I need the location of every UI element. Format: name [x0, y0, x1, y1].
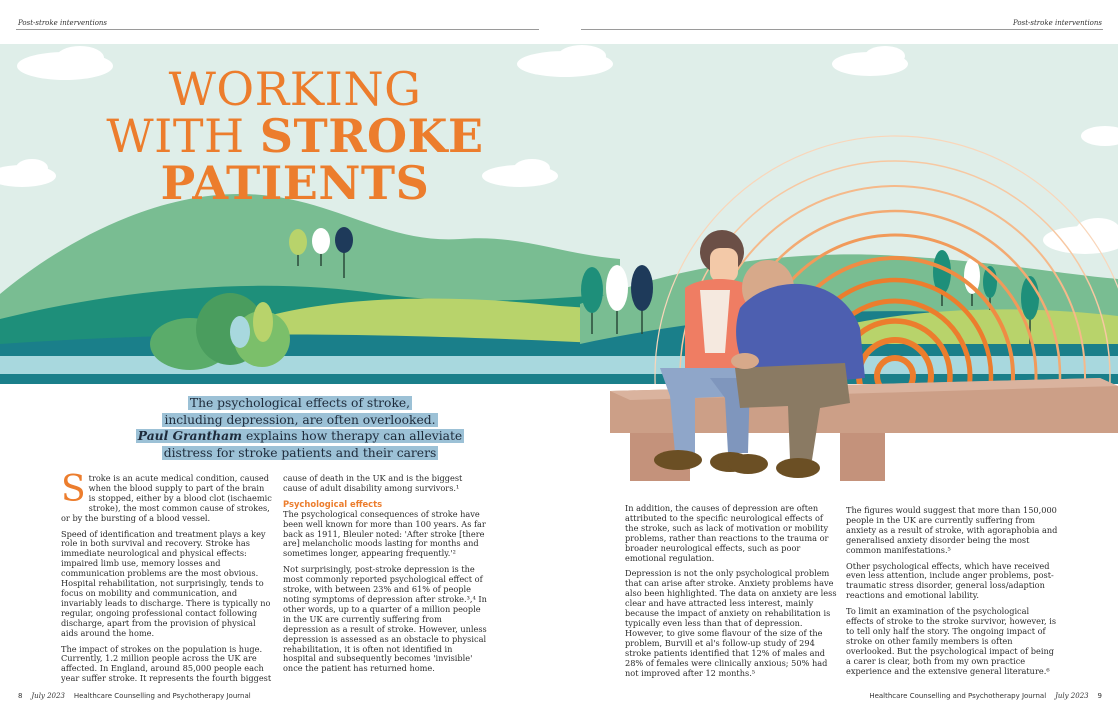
- right-header-rule: [581, 29, 1103, 30]
- col2-paragraph-3: Not surprisingly, post-stroke depression is the most commonly reported psychological effect of stroke, with between 23% and 61% of people noting symptoms of depression after stroke.³,⁴ In other words, up to a quarter of a million people in the UK are currently suffering from depression as a result of stroke. However, unless depression is assessed as an obstacle to physical rehabilitation, it is often not identified in hospital and subsequently becomes 'invisible' once the patient has returned home.: [283, 564, 487, 674]
- col1-paragraph-3: The impact of strokes on the population is huge. Currently, 1.2 million people across the UK are affected. In England, around 85,000 people each year suffer stroke. It represents the fourth biggest: [61, 643, 272, 684]
- body-column-2: [283, 474, 488, 680]
- left-footer: [18, 692, 251, 700]
- title-line-2-light: WITH: [106, 109, 260, 163]
- subhead-psychological-effects: Psychological effects: [283, 498, 383, 509]
- left-running-head: Post-stroke interventions: [18, 19, 108, 27]
- body-column-3: [625, 504, 837, 684]
- title-line-2: [60, 109, 530, 163]
- body-column-4: [846, 506, 1058, 683]
- col4-paragraph-2: Other psychological effects, which have received even less attention, include anger problems, post-traumatic stress disorder, general loss/adaption reactions and emotional lability.: [846, 560, 1054, 601]
- col4-paragraph-1: The figures would suggest that more than 150,000 people in the UK are currently suffering from anxiety as a result of stroke, with agoraphobia and generalised anxiety disorder being the most common manifestations.⁵: [846, 505, 1058, 555]
- col4-paragraph-3: To limit an examination of the psychological effects of stroke to the stroke survivor, however, is to tell only half the story. The ongoing impact of stroke on other family members is often overlooked. But the psychological impact of being a carer is clear, both from my own practice experience and the extensive general literature.⁶: [846, 606, 1057, 676]
- left-footer-date: July 2023: [31, 692, 65, 700]
- left-footer-journal: Healthcare Counselling and Psychotherapy Journal: [73, 692, 251, 700]
- left-page-number: 8: [18, 692, 23, 700]
- standfirst: [95, 395, 505, 461]
- article-title: [60, 62, 530, 210]
- author-name: Paul Grantham: [137, 428, 243, 443]
- col1-paragraph-2: Speed of identification and treatment plays a key role in both survival and recovery. Stroke has immediate neurological and physical effects: impaired limb use, memory losses and communication problems are the most obvious. Hospital rehabilitation, not surprisingly, tends to focus on mobility and communication, and invariably leads to discharge. There is typically no regular, ongoing professional contact following discharge, apart from the provision of physical aids around the home.: [61, 528, 271, 638]
- standfirst-line-2: including depression, are often overlooked.: [164, 412, 436, 427]
- body-column-1: [61, 469, 273, 690]
- col3-paragraph-1: In addition, the causes of depression are often attributed to the specific neurological effects of the stroke, such as lack of motivation or mobility problems, rather than reactions to the trauma or broader neurological effects, such as poor emotional regulation.: [625, 503, 829, 563]
- standfirst-line-1: The psychological effects of stroke,: [189, 396, 411, 410]
- col3-paragraph-2: Depression is not the only psychological problem that can arise after stroke. Anxiety problems have also been highlighted. The data on anxiety are less clear and have attracted less interest, mainly because the impact of anxiety on rehabilitation is typically even less than that of depression. However, to give some flavour of the size of the problem, Burvill et al's follow-up study of 294 stroke patients identified that 12% of males and 28% of females were clinically anxious; 50% had not improved after 12 months.⁵: [625, 568, 837, 678]
- right-running-head: Post-stroke interventions: [1012, 19, 1102, 27]
- title-line-1: WORKING: [168, 62, 422, 116]
- right-footer-date: July 2023: [1055, 692, 1089, 700]
- standfirst-line-4: distress for stroke patients and their carers: [163, 445, 437, 460]
- drop-cap: S: [61, 469, 86, 510]
- col2-paragraph-2: The psychological consequences of stroke have been well known for more than 100 years. As far back as 1911, Bleuler noted: 'After stroke [there are] melancholic moods lasting for months and sometimes longer, appearing frequently.'²: [283, 508, 486, 559]
- right-footer: [869, 692, 1102, 700]
- standfirst-line-3: [136, 429, 464, 443]
- bench-figures-illustration: [600, 228, 1118, 488]
- col2-paragraph-1: cause of death in the UK and is the biggest cause of adult disability among survivors.¹: [283, 473, 463, 493]
- left-header-rule: [16, 29, 539, 30]
- right-page-number: 9: [1097, 692, 1102, 700]
- right-footer-journal: Healthcare Counselling and Psychotherapy Journal: [869, 692, 1047, 700]
- standfirst-line-3-rest: explains how therapy can alleviate: [242, 429, 463, 443]
- col1-paragraph-1: Stroke is an acute medical condition, caused when the blood supply to part of the brain is stopped, either by a blood clot (ischaemic stroke), the most common cause of strokes, or by the bursting of a blood vessel.: [61, 469, 272, 523]
- title-line-3: PATIENTS: [160, 156, 430, 210]
- title-line-2-bold: STROKE: [259, 109, 484, 163]
